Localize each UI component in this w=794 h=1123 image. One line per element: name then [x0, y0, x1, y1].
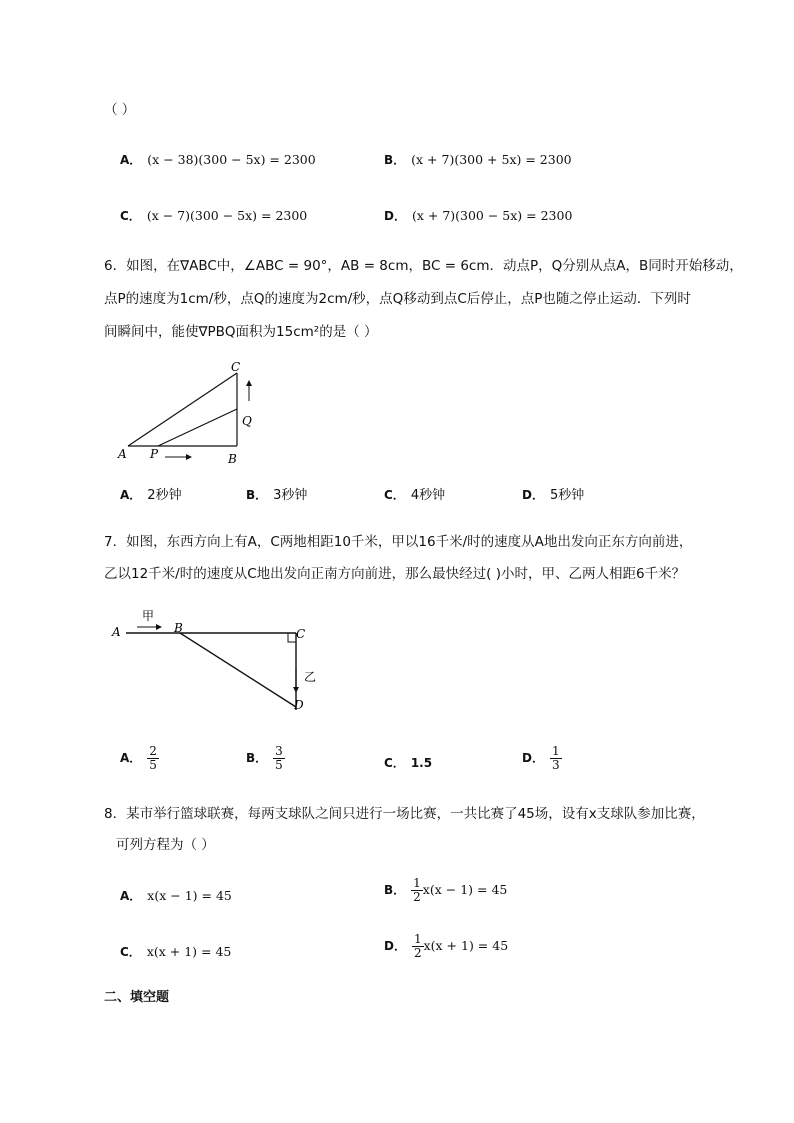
- q7-option-d[interactable]: [522, 745, 562, 772]
- p-arrow-head: [186, 454, 192, 460]
- q7-stem-line2: 乙以12千米/时的速度从C地出发向正南方向前进，那么最快经过( )小时，甲、乙两人相距6千米？: [104, 566, 686, 582]
- q6-stem-line2: 点P的速度为1cm/秒，点Q的速度为2cm/秒，点Q移动到点C后停止，点P也随之停止运动．下列时: [104, 291, 691, 307]
- option-text: 3秒钟: [273, 488, 308, 503]
- fraction-denominator: 5: [149, 758, 157, 772]
- fraction-denominator: 5: [275, 758, 283, 772]
- option-label: A．: [120, 889, 142, 903]
- option-label: A．: [120, 488, 142, 502]
- right-angle-mark: [288, 633, 296, 642]
- option-text: 2秒钟: [147, 488, 182, 503]
- option-text: 1.5: [410, 756, 433, 770]
- label-p: P: [150, 447, 159, 461]
- option-label: C．: [120, 209, 141, 223]
- q6-stem-line1: 6．如图，在∇ABC中，∠ABC = 90°，AB = 8cm，BC = 6cm．动点P，Q分别从点A，B同时开始移动，: [104, 258, 743, 274]
- option-expression: x(x + 1) = 45: [146, 944, 232, 959]
- option-expression: x(x − 1) = 45: [147, 888, 232, 903]
- fraction-numerator: 2: [149, 744, 157, 758]
- fraction: [550, 745, 562, 772]
- option-expression: (x − 38)(300 − 5x) = 2300: [147, 152, 316, 167]
- q6-stem-line3: 间瞬间中，能使∇PBQ面积为15cm²的是（ ）: [104, 324, 378, 340]
- q7-option-b[interactable]: [246, 745, 285, 772]
- q5-bracket: （ ）: [104, 102, 136, 118]
- option-label: B．: [384, 153, 406, 167]
- fraction-denominator: 2: [413, 890, 421, 904]
- q8-option-c[interactable]: [120, 942, 231, 963]
- label-a: A: [118, 447, 127, 461]
- option-text: 5秒钟: [549, 488, 585, 503]
- q7-path-figure: [110, 606, 318, 720]
- q8-stem-line2: 可列方程为（ ）: [116, 837, 215, 853]
- option-label: B．: [384, 883, 406, 897]
- option-label: B．: [246, 488, 268, 502]
- option-label: C．: [384, 756, 405, 770]
- q7-stem-line1: 7．如图，东西方向上有A，C两地相距10千米，甲以16千米/时的速度从A地出发向正东方向前进，: [104, 534, 693, 550]
- label-c: C: [231, 360, 241, 374]
- option-label: A．: [120, 751, 142, 765]
- label-c: C: [296, 627, 306, 641]
- q6-option-d[interactable]: [522, 485, 584, 506]
- fraction-denominator: 3: [551, 758, 560, 772]
- option-expression: (x + 7)(300 + 5x) = 2300: [411, 152, 572, 167]
- option-label: C．: [384, 488, 405, 502]
- option-expression: x(x − 1) = 45: [422, 882, 508, 897]
- label-d: D: [294, 698, 304, 712]
- option-label: A．: [120, 153, 142, 167]
- q8-option-b[interactable]: [384, 877, 507, 904]
- option-expression: (x + 7)(300 − 5x) = 2300: [411, 208, 573, 223]
- q8-option-a[interactable]: [120, 886, 232, 907]
- label-a: A: [112, 625, 121, 639]
- q6-option-a[interactable]: [120, 485, 182, 506]
- q5-option-c[interactable]: [120, 206, 307, 227]
- segment-bd: [180, 633, 296, 707]
- yi-arrow-head: [293, 687, 299, 693]
- option-label: D．: [384, 939, 406, 953]
- option-label: D．: [384, 209, 406, 223]
- fraction-numerator: 1: [551, 744, 560, 758]
- fraction-numerator: 1: [413, 876, 421, 890]
- option-expression: x(x + 1) = 45: [423, 938, 509, 953]
- segment-pq: [158, 409, 237, 446]
- label-yi: 乙: [304, 670, 317, 684]
- option-label: C．: [120, 945, 141, 959]
- option-label: D．: [522, 488, 544, 502]
- q5-option-a[interactable]: [120, 150, 316, 171]
- label-b: B: [228, 452, 237, 466]
- q8-stem-line1: 8．某市举行篮球联赛，每两支球队之间只进行一场比赛，一共比赛了45场，设有x支球队参加比赛，: [104, 806, 705, 822]
- q6-option-b[interactable]: [246, 485, 307, 506]
- option-text: 4秒钟: [410, 488, 446, 503]
- section-title: 二、填空题: [104, 990, 170, 1005]
- q7-option-a[interactable]: [120, 745, 159, 772]
- option-label: D．: [522, 751, 544, 765]
- q6-triangle-figure: [110, 355, 270, 470]
- q5-option-d[interactable]: [384, 206, 572, 227]
- fraction-numerator: 1: [413, 932, 422, 946]
- fraction: [147, 745, 159, 772]
- fraction-numerator: 3: [275, 744, 283, 758]
- q7-option-c[interactable]: [384, 753, 432, 774]
- q-arrow-head: [246, 380, 252, 386]
- label-b: B: [174, 621, 183, 635]
- label-jia: 甲: [142, 609, 155, 623]
- fraction-denominator: 2: [413, 946, 422, 960]
- jia-arrow-head: [156, 624, 162, 630]
- label-q: Q: [242, 414, 252, 428]
- fraction: [411, 877, 423, 904]
- q8-option-d[interactable]: [384, 933, 508, 960]
- q5-option-b[interactable]: [384, 150, 572, 171]
- q6-option-c[interactable]: [384, 485, 445, 506]
- fraction: [412, 933, 424, 960]
- option-label: B．: [246, 751, 268, 765]
- fraction: [273, 745, 285, 772]
- option-expression: (x − 7)(300 − 5x) = 2300: [146, 208, 308, 223]
